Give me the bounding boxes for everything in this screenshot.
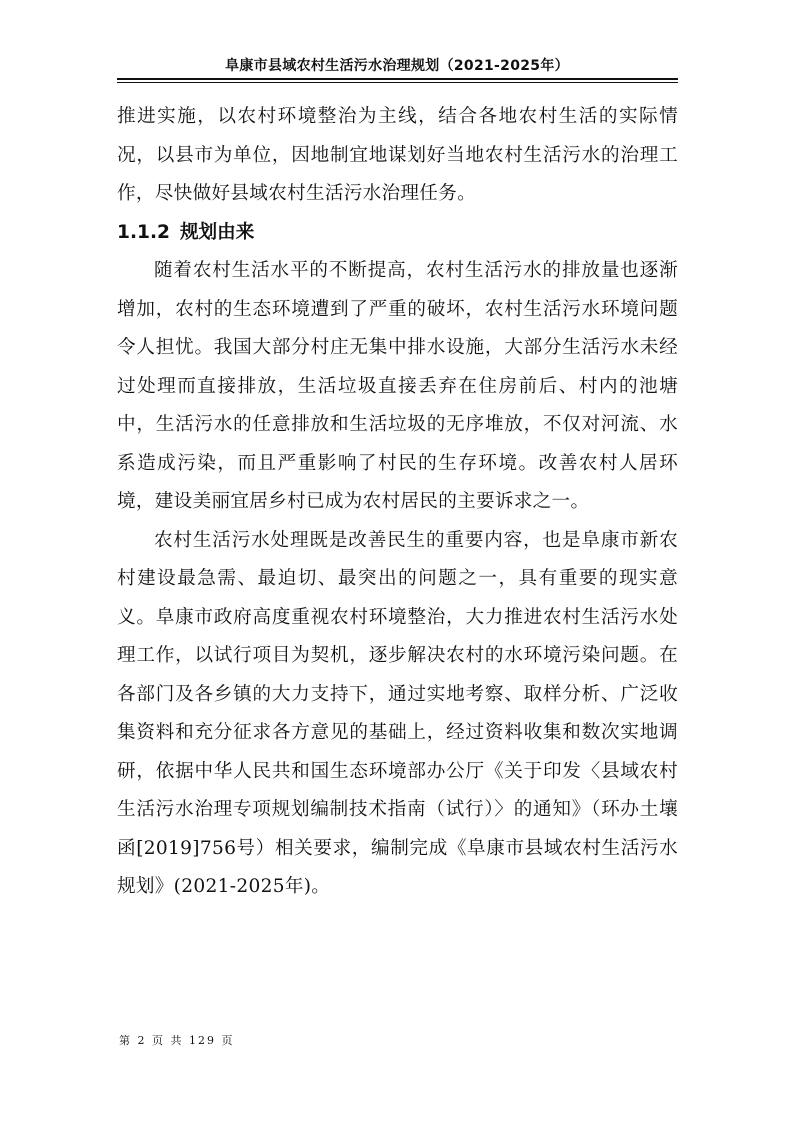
section-title: 规划由来 — [179, 221, 255, 243]
intro-paragraph: 推进实施，以农村环境整治为主线，结合各地农村生活的实际情况，以县市为单位，因地制宜地谋划好当地农村生活污水的治理工作，尽快做好县域农村生活污水治理任务。 — [117, 106, 678, 204]
page-number-footer: 第 2 页 共 129 页 — [119, 1034, 235, 1047]
running-header: 阜康市县域农村生活污水治理规划（2021-2025年） — [225, 58, 569, 74]
section-heading — [117, 214, 678, 253]
section-number: 1.1.2 — [117, 221, 170, 243]
body-paragraph: 随着农村生活水平的不断提高，农村生活污水的排放量也逐渐增加，农村的生态环境遭到了严重的破坏，农村生活污水环境问题令人担忧。我国大部分村庄无集中排水设施，大部分生活污水未经过处理而直接排放，生活垃圾直接丢弃在住房前后、村内的池塘中，生活污水的任意排放和生活垃圾的无序堆放，不仅对河流、水系造成污染，而且严重影响了村民的生存环境。改善农村人居环境，建设美丽宜居乡村已成为农村居民的主要诉求之一。 — [117, 260, 678, 512]
document-body — [117, 98, 678, 907]
header-rule — [117, 78, 678, 80]
body-paragraph: 农村生活污水处理既是改善民生的重要内容，也是阜康市新农村建设最急需、最迫切、最突出的问题之一，具有重要的现实意义。阜康市政府高度重视农村环境整治，大力推进农村生活污水处理工作，以试行项目为契机，逐步解决农村的水环境污染问题。在各部门及各乡镇的大力支持下，通过实地考察、取样分析、广泛收集资料和充分征求各方意见的基础上，经过资料收集和数次实地调研，依据中华人民共和国生态环境部办公厅《关于印发〈县域农村生活污水治理专项规划编制技术指南（试行）〉的通知》（环办土壤函[2019]756号）相关要求，编制完成《阜康市县域农村生活污水规划》(2021-2025年)。 — [117, 529, 678, 897]
header-rule-secondary — [117, 82, 678, 83]
